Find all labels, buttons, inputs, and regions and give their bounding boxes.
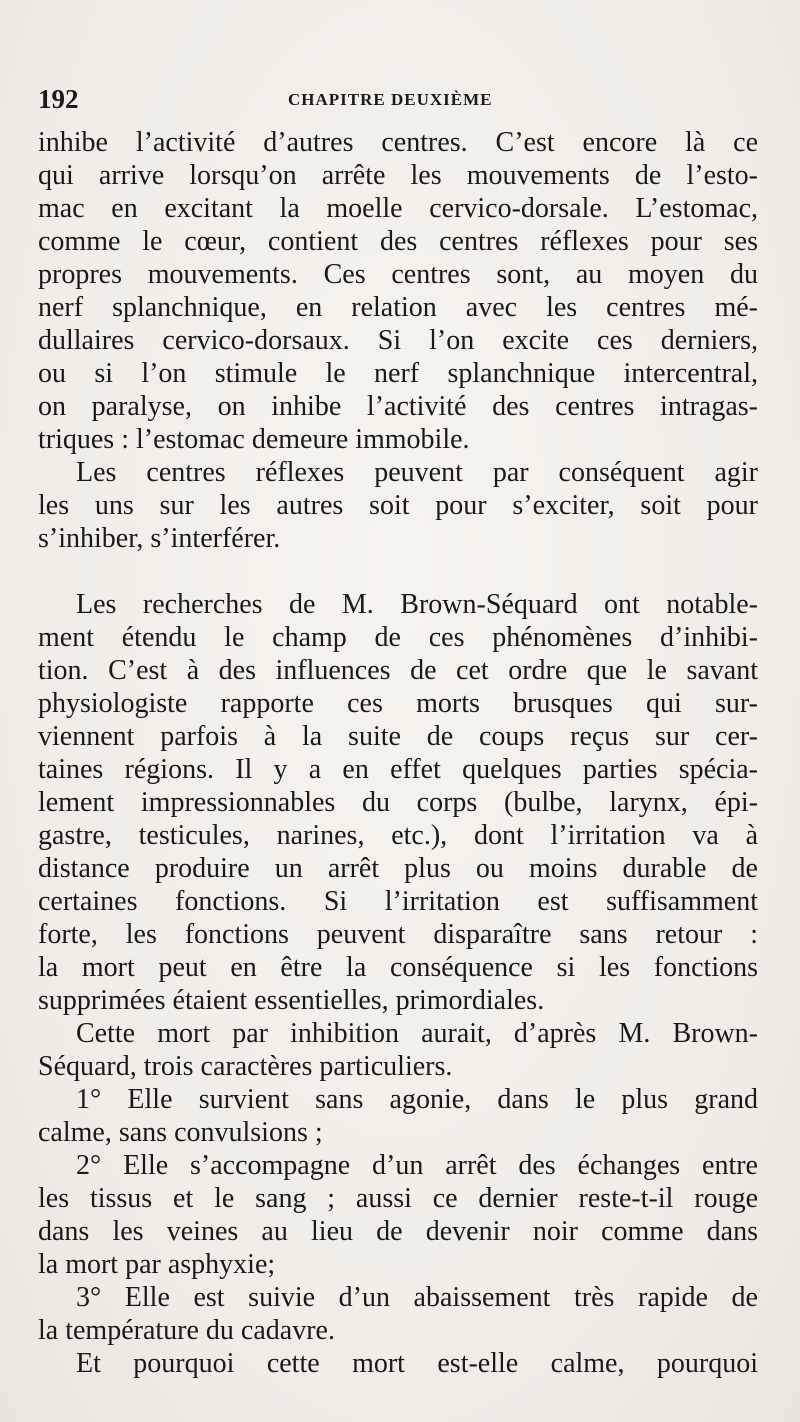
text-line: nerf splanchnique, en relation avec les centres mé- [38, 292, 758, 323]
text-line: taines régions. Il y a en effet quelques parties spécia- [38, 754, 758, 785]
text-line: les uns sur les autres soit pour s’exciter, soit pour [38, 490, 758, 521]
text-line: la température du cadavre. [38, 1315, 335, 1346]
text-line: la mort peut en être la conséquence si les fonctions [38, 952, 758, 983]
text-line: Les recherches de M. Brown-Séquard ont notable- [76, 589, 758, 620]
text-line: gastre, testicules, narines, etc.), dont l’irritation va à [38, 820, 758, 851]
text-line: calme, sans convulsions ; [38, 1117, 323, 1148]
text-line: Et pourquoi cette mort est-elle calme, pourquoi [76, 1348, 758, 1379]
text-line: triques : l’estomac demeure immobile. [38, 424, 470, 455]
text-line: lement impressionnables du corps (bulbe, larynx, épi- [38, 787, 758, 818]
page-number: 192 [38, 84, 79, 114]
text-line: viennent parfois à la suite de coups reçus sur cer- [38, 721, 758, 752]
text-line: ment étendu le champ de ces phénomènes d’inhibi- [38, 622, 758, 653]
text-line: qui arrive lorsqu’on arrête les mouvements de l’esto- [38, 160, 758, 191]
text-line: Cette mort par inhibition aurait, d’après M. Brown- [76, 1018, 758, 1049]
text-line: ou si l’on stimule le nerf splanchnique intercentral, [38, 358, 758, 389]
text-line: certaines fonctions. Si l’irritation est suffisamment [38, 886, 758, 917]
chapter-title: CHAPITRE DEUXIÈME [288, 90, 493, 109]
text-line: Les centres réflexes peuvent par conséquent agir [76, 457, 758, 488]
running-head [38, 84, 758, 114]
text-line: comme le cœur, contient des centres réflexes pour ses [38, 226, 758, 257]
text-line: tion. C’est à des influences de cet ordre que le savant [38, 655, 758, 686]
text-line: Séquard, trois caractères particuliers. [38, 1051, 453, 1082]
text-line: physiologiste rapporte ces morts brusques qui sur- [38, 688, 758, 719]
text-line: propres mouvements. Ces centres sont, au moyen du [38, 259, 758, 290]
text-line: 2° Elle s’accompagne d’un arrêt des échanges entre [76, 1150, 758, 1181]
text-line: forte, les fonctions peuvent disparaître sans retour : [38, 919, 758, 950]
text-line: mac en excitant la moelle cervico-dorsale. L’estomac, [38, 193, 758, 224]
text-line: distance produire un arrêt plus ou moins durable de [38, 853, 758, 884]
text-line: les tissus et le sang ; aussi ce dernier reste-t-il rouge [38, 1183, 758, 1214]
text-line: dullaires cervico-dorsaux. Si l’on excite ces derniers, [38, 325, 758, 356]
text-line: la mort par asphyxie; [38, 1249, 276, 1280]
text-line: inhibe l’activité d’autres centres. C’est encore là ce [38, 127, 758, 158]
text-line: supprimées étaient essentielles, primordiales. [38, 985, 545, 1016]
text-line: s’inhiber, s’interférer. [38, 523, 281, 554]
text-line: 3° Elle est suivie d’un abaissement très rapide de [76, 1282, 758, 1313]
text-line: on paralyse, on inhibe l’activité des centres intragas- [38, 391, 758, 422]
text-line: dans les veines au lieu de devenir noir comme dans [38, 1216, 758, 1247]
text-line: 1° Elle survient sans agonie, dans le plus grand [76, 1084, 758, 1115]
